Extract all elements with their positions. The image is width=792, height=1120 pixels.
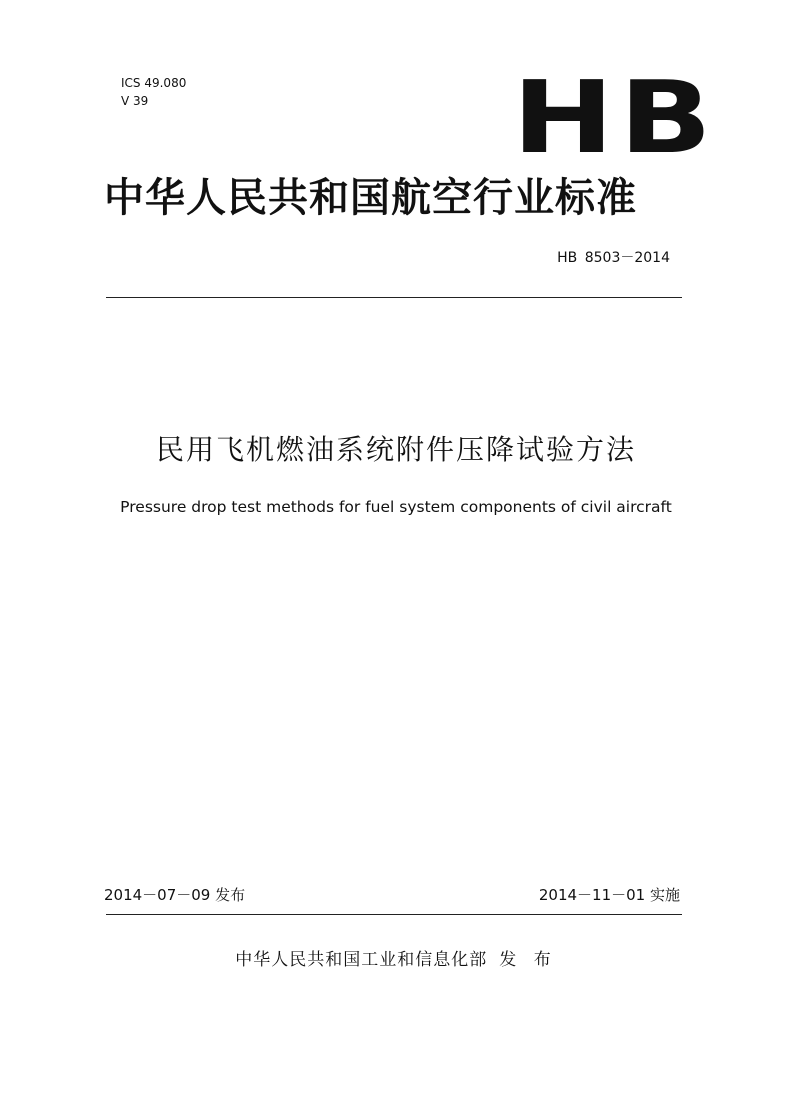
document-title-chinese: 民用飞机燃油系统附件压降试验方法 (155, 433, 636, 466)
standard-title: 中华人民共和国航空行业标准 (104, 175, 637, 221)
footer-divider (106, 914, 682, 915)
standard-number: HB 8503－2014 (557, 250, 670, 266)
publisher-name: 中华人民共和国工业和信息化部 (235, 950, 488, 970)
publish-word: 发 布 (499, 950, 557, 970)
effective-date: 2014－11－01 实施 (538, 886, 680, 904)
issue-date: 2014－07－09 发布 (104, 886, 246, 904)
classification-codes (121, 74, 186, 110)
header-divider (106, 297, 682, 298)
document-title-english: Pressure drop test methods for fuel system components of civil aircraft (120, 498, 672, 516)
ics-code: ICS 49.080 (121, 76, 187, 90)
hb-logo: HB (512, 59, 717, 176)
ccs-code: V 39 (121, 94, 149, 108)
publisher-line (0, 948, 792, 972)
